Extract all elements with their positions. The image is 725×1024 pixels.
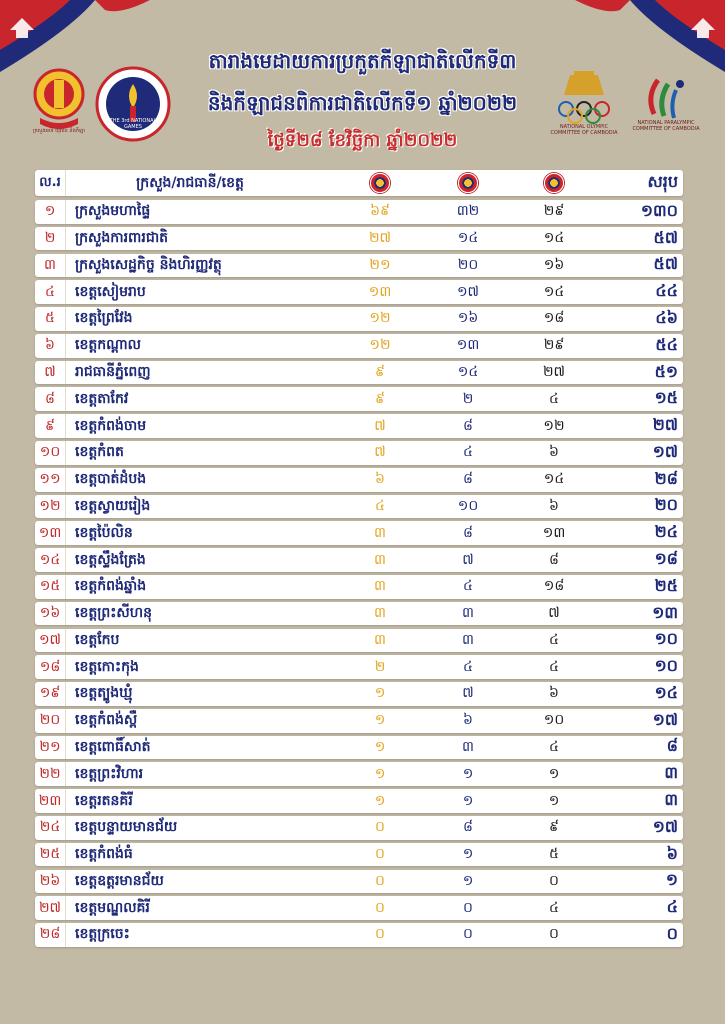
- rank-cell: ១០: [35, 441, 66, 465]
- table-row: [35, 575, 683, 599]
- table-row: [35, 602, 683, 626]
- total-count-cell: ១: [665, 870, 678, 890]
- bronze-count-cell: ៤: [549, 899, 559, 916]
- gold-count-cell: ១២: [369, 310, 391, 327]
- table-row: [35, 361, 683, 385]
- gold-count-cell: ៣: [374, 605, 386, 622]
- national-games-icon: [95, 66, 171, 142]
- silver-count-cell: ៨: [463, 524, 473, 541]
- silver-count-cell: ៨: [463, 819, 473, 836]
- silver-count-cell: ១០: [457, 497, 479, 514]
- gold-count-cell: ១: [374, 712, 386, 729]
- table-row: [35, 227, 683, 251]
- silver-count-cell: ១: [462, 872, 474, 889]
- gold-count-cell: ៣: [374, 551, 386, 568]
- bronze-count-cell: ០: [549, 926, 559, 943]
- rank-cell: ៣: [35, 254, 66, 278]
- page-title-line-1: តារាងមេដាយការប្រកួតកីឡាជាតិលើកទី៣: [208, 49, 517, 73]
- name-cell: ខេត្តកំពង់ធំ: [75, 846, 133, 863]
- bronze-medal-icon: [544, 173, 564, 193]
- total-count-cell: ២៧: [652, 415, 678, 435]
- total-count-cell: ៥៧: [653, 254, 678, 274]
- rank-column-header: ល.រ: [35, 170, 66, 196]
- report-date: ថ្ងៃទី២៨ ខែវិច្ឆិកា ឆ្នាំ២០២២: [267, 130, 458, 151]
- rank-cell: ១១: [35, 468, 66, 492]
- total-count-cell: ២០: [654, 495, 678, 515]
- gold-count-cell: ១: [374, 685, 386, 702]
- name-cell: ខេត្តកំពត: [75, 444, 124, 461]
- gold-count-cell: ៧: [374, 417, 386, 434]
- bronze-count-cell: ១៤: [543, 471, 565, 488]
- table-row: [35, 682, 683, 706]
- rank-cell: ៧: [35, 361, 66, 385]
- name-cell: ខេត្តបន្ទាយមានជ័យ: [75, 819, 178, 836]
- rank-cell: ២៣: [35, 789, 66, 813]
- bronze-count-cell: ៤: [549, 390, 559, 407]
- name-cell: ខេត្តត្បូងឃ្មុំ: [75, 685, 133, 702]
- table-row: [35, 334, 683, 358]
- name-cell: ខេត្តកំពង់ចាម: [75, 417, 147, 434]
- name-cell: ខេត្តកណ្ដាល: [75, 337, 141, 354]
- bronze-count-cell: ១: [548, 765, 560, 782]
- rank-cell: ១៣: [35, 521, 66, 545]
- gold-count-cell: ៦៩: [370, 203, 390, 220]
- total-count-cell: ១៧: [652, 816, 678, 836]
- table-row: [35, 843, 683, 867]
- silver-count-cell: ១៤: [457, 230, 479, 247]
- table-header-row: [35, 170, 683, 196]
- name-cell: រាជធានីភ្នំពេញ: [75, 364, 151, 381]
- table-body: [35, 200, 683, 947]
- rank-cell: ២១: [35, 736, 66, 760]
- name-cell: ខេត្តពោធិ៍សាត់: [75, 738, 151, 755]
- gold-count-cell: ១: [374, 738, 386, 755]
- bronze-count-cell: ៤: [549, 738, 559, 755]
- paralympic-committee-logo: [628, 62, 704, 144]
- silver-count-cell: ០: [463, 899, 473, 916]
- silver-count-cell: ៨: [463, 471, 473, 488]
- bronze-count-cell: ៤: [549, 658, 559, 675]
- total-count-cell: ១៣០: [640, 200, 678, 220]
- gold-count-cell: ០: [375, 899, 385, 916]
- total-count-cell: ១០: [654, 656, 678, 676]
- table-row: [35, 521, 683, 545]
- gold-count-cell: ១: [374, 792, 386, 809]
- silver-count-cell: ៧: [462, 685, 474, 702]
- bronze-count-cell: ១៣: [542, 524, 566, 541]
- bronze-count-cell: ១២: [543, 417, 565, 434]
- name-cell: ខេត្តក្រចេះ: [75, 926, 130, 943]
- total-count-cell: ៥៧: [653, 227, 678, 247]
- rank-cell: ៦: [35, 334, 66, 358]
- table-row: [35, 655, 683, 679]
- silver-count-cell: ២០: [457, 256, 479, 273]
- name-cell: ខេត្តព្រៃវែង: [75, 310, 133, 327]
- rank-cell: ៩: [35, 414, 66, 438]
- rank-cell: ២០: [35, 709, 66, 733]
- gold-count-cell: ៤: [375, 497, 385, 514]
- silver-count-cell: ០: [463, 926, 473, 943]
- header: [0, 0, 725, 165]
- bronze-count-cell: ១៤: [543, 230, 565, 247]
- silver-count-cell: ៨: [463, 417, 473, 434]
- rank-cell: ១៨: [35, 655, 66, 679]
- rank-cell: ១: [35, 200, 66, 224]
- rank-cell: ១៥: [35, 575, 66, 599]
- total-count-cell: ០: [666, 923, 678, 943]
- bronze-count-cell: ៧: [548, 605, 560, 622]
- gold-count-cell: ៧: [374, 444, 386, 461]
- table-row: [35, 441, 683, 465]
- silver-count-cell: ១៤: [457, 364, 479, 381]
- gold-count-cell: ២: [374, 658, 386, 675]
- bronze-count-cell: ២៩: [543, 203, 565, 220]
- name-cell: ក្រសួងការពារជាតិ: [75, 230, 169, 247]
- table-row: [35, 254, 683, 278]
- bronze-count-cell: ១៨: [543, 578, 565, 595]
- bronze-count-cell: ៦: [549, 685, 559, 702]
- bronze-count-cell: ១០: [543, 712, 565, 729]
- gold-count-cell: ០: [375, 846, 385, 863]
- table-row: [35, 495, 683, 519]
- silver-count-cell: ៤: [463, 578, 473, 595]
- name-cell: ខេត្តស្វាយរៀង: [75, 497, 151, 514]
- silver-count-cell: ១: [462, 792, 474, 809]
- bronze-count-cell: ០: [549, 872, 559, 889]
- total-count-cell: ១៥: [654, 388, 678, 408]
- gold-medal-icon: [370, 173, 390, 193]
- silver-count-cell: ៤: [463, 444, 473, 461]
- rank-cell: ២២: [35, 762, 66, 786]
- bronze-count-cell: ៨: [549, 551, 559, 568]
- paralympic-caption: NATIONAL PARALYMPIC COMMITTEE OF CAMBODIA: [632, 120, 700, 132]
- name-cell: ខេត្តប៉ៃលិន: [75, 524, 133, 541]
- name-cell: ខេត្តសៀមរាប: [75, 283, 146, 300]
- bronze-count-cell: ២៧: [542, 364, 566, 381]
- rank-cell: ២៤: [35, 816, 66, 840]
- table-row: [35, 870, 683, 894]
- page-title-line-2: និងកីឡាជនពិការជាតិលើកទី១ ឆ្នាំ២០២២: [207, 91, 518, 115]
- name-cell: ខេត្តស្ទឹងត្រែង: [75, 551, 146, 568]
- table-row: [35, 629, 683, 653]
- total-count-cell: ៤៤: [655, 281, 678, 301]
- rank-cell: ២៦: [35, 870, 66, 894]
- gold-count-cell: ៩: [375, 364, 385, 381]
- table-row: [35, 548, 683, 572]
- table-row: [35, 762, 683, 786]
- olympic-caption: NATIONAL OLYMPIC COMMITTEE OF CAMBODIA: [550, 124, 618, 136]
- silver-count-cell: ១៦: [457, 310, 479, 327]
- rank-cell: ១៤: [35, 548, 66, 572]
- bronze-count-cell: ៦: [549, 497, 559, 514]
- total-count-cell: ៦: [666, 843, 678, 863]
- total-count-cell: ១០: [654, 629, 678, 649]
- total-count-cell: ១៧: [652, 709, 678, 729]
- bronze-count-cell: ១: [548, 792, 560, 809]
- national-games-logo: [95, 66, 171, 142]
- gold-count-cell: ០: [375, 872, 385, 889]
- table-row: [35, 200, 683, 224]
- total-count-cell: ៨: [666, 736, 678, 756]
- gold-count-cell: ៩: [375, 390, 385, 407]
- rank-cell: ២៥: [35, 843, 66, 867]
- table-row: [35, 789, 683, 813]
- games-caption: THE 3rd NATIONAL GAMES: [109, 118, 157, 130]
- total-count-cell: ១៣: [652, 602, 678, 622]
- gold-count-cell: ៣: [374, 578, 386, 595]
- name-cell: ខេត្តព្រះសីហនុ: [75, 605, 152, 622]
- bronze-count-cell: ៩: [549, 819, 559, 836]
- silver-count-cell: ៣: [462, 738, 474, 755]
- bronze-count-cell: ៥: [549, 846, 559, 863]
- total-count-cell: ១៧: [652, 441, 678, 461]
- table-row: [35, 923, 683, 947]
- silver-count-cell: ៤: [463, 658, 473, 675]
- gold-column-header: [355, 170, 405, 196]
- rank-cell: ៨: [35, 387, 66, 411]
- rank-cell: ១៩: [35, 682, 66, 706]
- bronze-column-header: [529, 170, 579, 196]
- name-cell: ខេត្តបាត់ដំបង: [75, 471, 147, 488]
- silver-count-cell: ៣: [462, 631, 474, 648]
- name-cell: ខេត្តកោះកុង: [75, 658, 139, 675]
- gold-count-cell: ៣: [374, 631, 386, 648]
- rank-cell: ២: [35, 227, 66, 251]
- gold-count-cell: ២៧: [368, 230, 392, 247]
- name-cell: ខេត្តព្រះវិហារ: [75, 765, 144, 782]
- total-count-cell: ១៤: [654, 682, 678, 702]
- name-column-header: ក្រសួង/រាជធានី/ខេត្ត: [136, 174, 244, 191]
- gold-count-cell: ៣: [374, 524, 386, 541]
- total-count-cell: ៥៤: [655, 334, 678, 354]
- rank-cell: ១៦: [35, 602, 66, 626]
- gold-count-cell: ២១: [369, 256, 391, 273]
- table-row: [35, 414, 683, 438]
- total-count-cell: ៣: [664, 763, 678, 783]
- name-cell: ខេត្តរតនគិរី: [75, 792, 133, 809]
- silver-medal-icon: [458, 173, 478, 193]
- name-cell: ខេត្តមណ្ឌលគិរី: [75, 899, 150, 916]
- bronze-count-cell: ១៦: [543, 256, 565, 273]
- total-count-cell: ៤៦: [655, 307, 678, 327]
- table-row: [35, 709, 683, 733]
- total-count-cell: ៥១: [654, 361, 678, 381]
- silver-count-cell: ១: [462, 846, 474, 863]
- bronze-count-cell: ៤: [549, 631, 559, 648]
- name-cell: ខេត្តកំពង់ស្ពឺ: [75, 712, 138, 729]
- gold-count-cell: ០: [375, 926, 385, 943]
- medal-table: [35, 170, 683, 950]
- rank-cell: ១៧: [35, 629, 66, 653]
- gold-count-cell: ០: [375, 819, 385, 836]
- silver-count-cell: ១៧: [456, 283, 480, 300]
- total-count-cell: ២៤: [654, 522, 678, 542]
- bronze-count-cell: ១៨: [543, 310, 565, 327]
- gold-count-cell: ១៣: [368, 283, 392, 300]
- table-row: [35, 816, 683, 840]
- name-cell: ខេត្តកែប: [75, 631, 120, 648]
- silver-count-cell: ១: [462, 765, 474, 782]
- total-count-cell: ៣: [664, 790, 678, 810]
- rank-cell: ៤: [35, 280, 66, 304]
- gold-count-cell: ១: [374, 765, 386, 782]
- silver-count-cell: ១៣: [456, 337, 480, 354]
- table-row: [35, 387, 683, 411]
- silver-column-header: [443, 170, 493, 196]
- total-count-cell: ២៥: [654, 575, 678, 595]
- name-cell: ខេត្តកំពង់ឆ្នាំង: [75, 578, 147, 595]
- name-cell: ក្រសួងមហាផ្ទៃ: [75, 203, 151, 220]
- table-row: [35, 896, 683, 920]
- total-column-header: សរុប: [647, 172, 678, 191]
- bronze-count-cell: ២៩: [543, 337, 565, 354]
- total-count-cell: ២៨: [654, 468, 678, 488]
- olympic-committee-logo: [548, 62, 620, 142]
- table-row: [35, 736, 683, 760]
- table-row: [35, 468, 683, 492]
- silver-count-cell: ២: [462, 390, 474, 407]
- total-count-cell: ៤: [666, 897, 678, 917]
- ministry-caption: ក្រសួងអប់រំ យុវជន និងកីឡា: [32, 128, 86, 134]
- rank-cell: ២៨: [35, 923, 66, 947]
- name-cell: ខេត្តតាកែវ: [75, 390, 129, 407]
- silver-count-cell: ៧: [462, 551, 474, 568]
- gold-count-cell: ៦: [375, 471, 385, 488]
- rank-cell: ១២: [35, 495, 66, 519]
- total-count-cell: ១៨: [654, 549, 678, 568]
- silver-count-cell: ៦: [463, 712, 473, 729]
- bronze-count-cell: ៦: [549, 444, 559, 461]
- ministry-emblem-logo: [28, 62, 90, 144]
- table-row: [35, 307, 683, 331]
- silver-count-cell: ៣២: [456, 203, 480, 220]
- silver-count-cell: ៣: [462, 605, 474, 622]
- name-cell: ខេត្តឧត្តរមានជ័យ: [75, 872, 164, 889]
- bronze-count-cell: ១៤: [543, 283, 565, 300]
- name-cell: ក្រសួងសេដ្ឋកិច្ច និងហិរញ្ញវត្ថុ: [75, 256, 222, 273]
- gold-count-cell: ១២: [369, 337, 391, 354]
- rank-cell: ២៧: [35, 896, 66, 920]
- rank-cell: ៥: [35, 307, 66, 331]
- table-row: [35, 280, 683, 304]
